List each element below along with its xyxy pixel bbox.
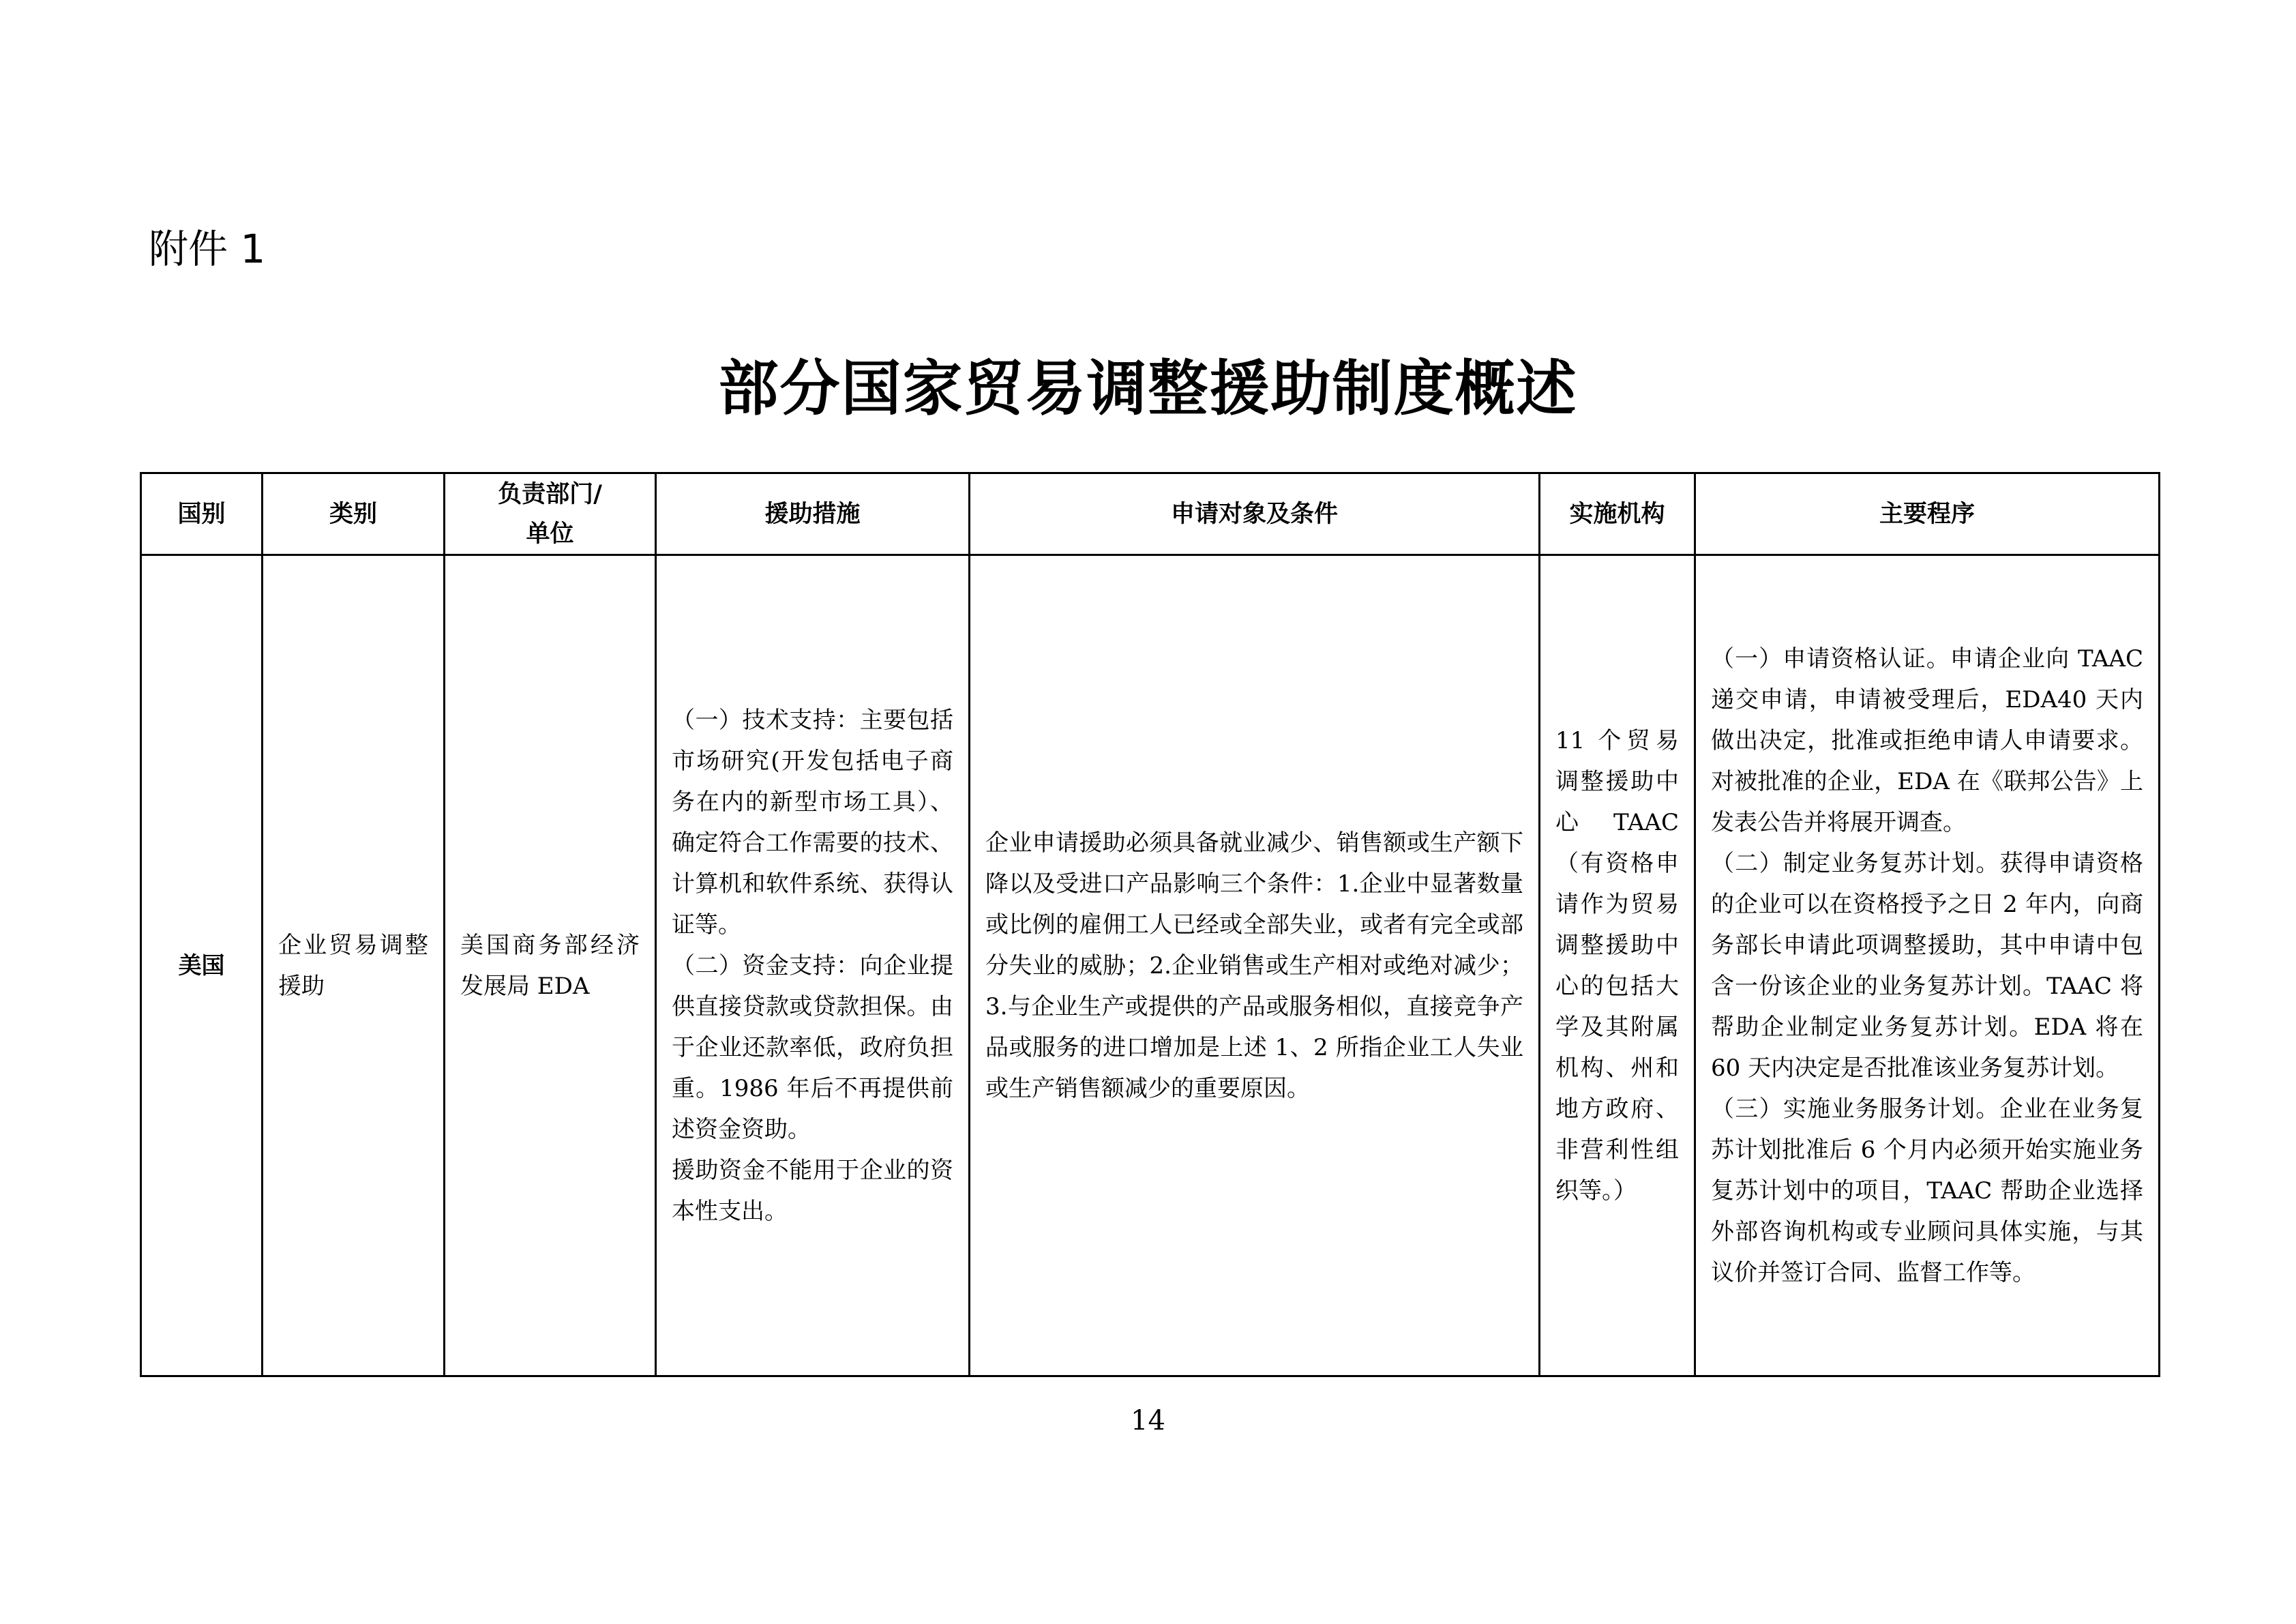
measures-block bbox=[657, 700, 968, 1232]
overview-table bbox=[140, 472, 2160, 1377]
cell-department bbox=[445, 555, 656, 1376]
header-agency: 实施机构 bbox=[1540, 473, 1695, 555]
eligibility-text: 企业申请援助必须具备就业减少、销售额或生产额下降以及受进口产品影响三个条件：1.企业中显著数量或比例的雇佣工人已经或全部失业，或者有完全或部分失业的威胁；2.企业销售或生产相对或绝对减少；3.与企业生产或提供的产品或服务相似，直接竞争产品或服务的进口增加是上述 1、2 所指企业工人失业或生产销售额减少的重要原因。 bbox=[985, 829, 1523, 1102]
cell-eligibility bbox=[970, 555, 1540, 1376]
header-department-line2: 单位 bbox=[526, 520, 574, 548]
table-header-row bbox=[141, 473, 2160, 555]
procedure-paragraph-2: （二）制定业务复苏计划。获得申请资格的企业可以在资格授予之日 2 年内，向商务部长申请此项调整援助，其中申请中包含一份该企业的业务复苏计划。TAAC 将帮助企业制定业务复苏计划。EDA 将在 60 天内决定是否批准该业务复苏计划。 bbox=[1711, 849, 2143, 1082]
procedure-block bbox=[1696, 638, 2158, 1293]
header-procedure: 主要程序 bbox=[1695, 473, 2160, 555]
cell-country bbox=[141, 555, 263, 1376]
header-category: 类别 bbox=[263, 473, 445, 555]
cell-category bbox=[263, 555, 445, 1376]
header-country: 国别 bbox=[141, 473, 263, 555]
procedure-paragraph-3: （三）实施业务服务计划。企业在业务复苏计划批准后 6 个月内必须开始实施业务复苏计划中的项目，TAAC 帮助企业选择外部咨询机构或专业顾问具体实施，与其议价并签订合同、监督工作等。 bbox=[1711, 1095, 2143, 1286]
header-eligibility: 申请对象及条件 bbox=[970, 473, 1540, 555]
measures-paragraph-3: 援助资金不能用于企业的资本性支出。 bbox=[672, 1156, 953, 1225]
country-text: 美国 bbox=[178, 951, 225, 979]
department-text: 美国商务部经济发展局 EDA bbox=[460, 931, 640, 1000]
agency-text: 11 个贸易调整援助中心 TAAC（有资格申请作为贸易调整援助中心的包括大学及其附属机构、州和地方政府、非营利性组织等。） bbox=[1555, 726, 1679, 1205]
cell-agency bbox=[1540, 555, 1695, 1376]
header-measures: 援助措施 bbox=[656, 473, 970, 555]
attachment-label: 附件 1 bbox=[149, 226, 266, 272]
header-department-line1: 负责部门/ bbox=[498, 480, 602, 508]
header-department bbox=[445, 473, 656, 555]
page-number: 14 bbox=[1131, 1405, 1165, 1436]
cell-procedure bbox=[1695, 555, 2160, 1376]
measures-paragraph-2: （二）资金支持：向企业提供直接贷款或贷款担保。由于企业还款率低，政府负担重。1986 年后不再提供前述资金资助。 bbox=[672, 951, 953, 1143]
procedure-paragraph-1: （一）申请资格认证。申请企业向 TAAC 递交申请，申请被受理后，EDA40 天内做出决定，批准或拒绝申请人申请要求。对被批准的企业，EDA 在《联邦公告》上发表公告并将展开调查。 bbox=[1711, 645, 2143, 836]
category-text: 企业贸易调整援助 bbox=[278, 931, 428, 1000]
document-title: 部分国家贸易调整援助制度概述 bbox=[718, 353, 1578, 424]
cell-measures bbox=[656, 555, 970, 1376]
measures-paragraph-1: （一）技术支持：主要包括市场研究(开发包括电子商务在内的新型市场工具）、确定符合工作需要的技术、计算机和软件系统、获得认证等。 bbox=[672, 706, 953, 939]
table-row bbox=[141, 555, 2160, 1376]
